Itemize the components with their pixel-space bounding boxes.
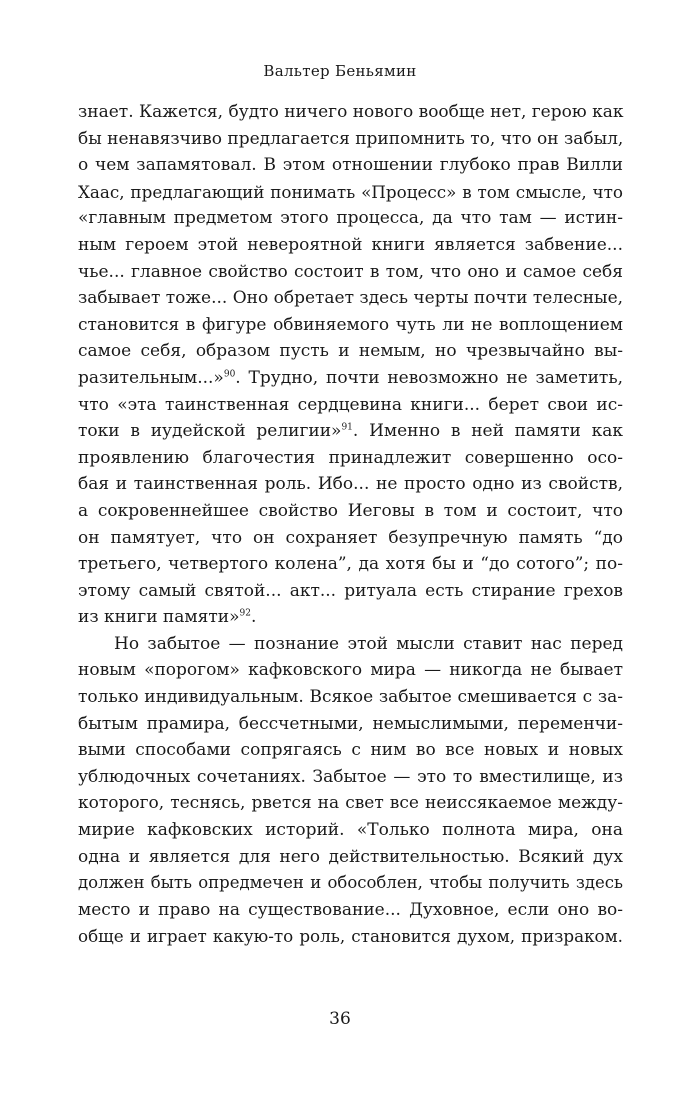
text-line: обще и играет какую-то роль, становится духом, призраком. xyxy=(78,926,623,947)
text-line: о чем запамятовал. В этом отношении глубоко прав Вилли xyxy=(78,155,623,176)
text-line: бая и таинственная роль. Ибо... не просто одно из свойств, xyxy=(78,474,623,495)
text-line xyxy=(78,418,623,445)
text-line xyxy=(78,604,623,631)
text-line: ным героем этой невероятной книги является забвение... xyxy=(78,234,623,255)
text-line: что «эта таинственная сердцевина книги... берет свои ис- xyxy=(78,394,623,415)
text-line: этому самый святой... акт... ритуала есть стирание грехов xyxy=(78,580,623,601)
paragraph-1 xyxy=(78,99,623,631)
text-line: одна и является для него действительностью. Всякий дух xyxy=(78,846,623,867)
line-text: . Именно в ней памяти как xyxy=(352,421,623,442)
text-line: знает. Кажется, будто ничего нового вообще нет, герою как xyxy=(78,102,624,122)
text-line: бы ненавязчиво предлагается припомнить то, что он забыл, xyxy=(78,128,624,149)
text-line: мирие кафковских историй. «Только полнота мира, она xyxy=(78,820,623,841)
body-text xyxy=(78,99,623,950)
text-line: «главным предметом этого процесса, да что там — истин- xyxy=(78,208,623,229)
running-head: Вальтер Беньямин xyxy=(263,62,417,80)
text-line: бытым прамира, бессчетными, немыслимыми, переменчи- xyxy=(78,713,623,734)
line-text: . xyxy=(250,607,257,628)
text-line: Но забытое — познание этой мысли ставит нас перед xyxy=(114,633,623,654)
page-number: 36 xyxy=(329,1009,351,1029)
footnote-ref-92[interactable]: 92 xyxy=(239,608,251,619)
footnote-ref-90[interactable]: 90 xyxy=(223,369,236,380)
text-line: третьего, четвертого колена”, да хотя бы и “до сотого”; по- xyxy=(78,554,623,575)
paragraph-2 xyxy=(78,631,623,950)
text-line: Хаас, предлагающий понимать «Процесс» в том смысле, что xyxy=(78,181,623,202)
text-line: только индивидуальным. Всякое забытое смешивается с за- xyxy=(78,687,623,708)
text-line: самое себя, образом пусть и немым, но чрезвычайно вы- xyxy=(78,341,623,362)
text-line: ублюдочных сочетаниях. Забытое — это то вместилище, из xyxy=(78,766,623,787)
text-line: проявлению благочестия принадлежит совершенно осо- xyxy=(78,447,623,468)
text-line: которого, теснясь, рвется на свет все неиссякаемое между- xyxy=(78,793,623,814)
text-line xyxy=(78,365,623,392)
text-line: должен быть опредмечен и обособлен, чтобы получить здесь xyxy=(78,873,623,893)
text-line: он памятует, что он сохраняет безупречную память “до xyxy=(78,527,623,548)
line-text: из книги памяти» xyxy=(78,607,240,628)
text-line: место и право на существование... Духовное, если оно во- xyxy=(78,899,623,920)
text-line: новым «порогом» кафковского мира — никогда не бывает xyxy=(78,660,623,681)
footnote-ref-91[interactable]: 91 xyxy=(341,422,353,433)
text-line: выми способами сопрягаясь с ним во все новых и новых xyxy=(78,740,623,761)
text-line: а сокровеннейшее свойство Иеговы в том и состоит, что xyxy=(78,500,623,521)
text-line: забывает тоже... Оно обретает здесь черты почти телесные, xyxy=(78,288,624,309)
line-text: разительным...» xyxy=(78,367,224,388)
text-line: становится в фигуре обвиняемого чуть ли не воплощением xyxy=(78,314,623,335)
line-text: . Трудно, почти невозможно не заметить, xyxy=(235,367,623,388)
text-line: чье... главное свойство состоит в том, что оно и самое себя xyxy=(78,261,623,282)
line-text: токи в иудейской религии» xyxy=(78,421,342,442)
